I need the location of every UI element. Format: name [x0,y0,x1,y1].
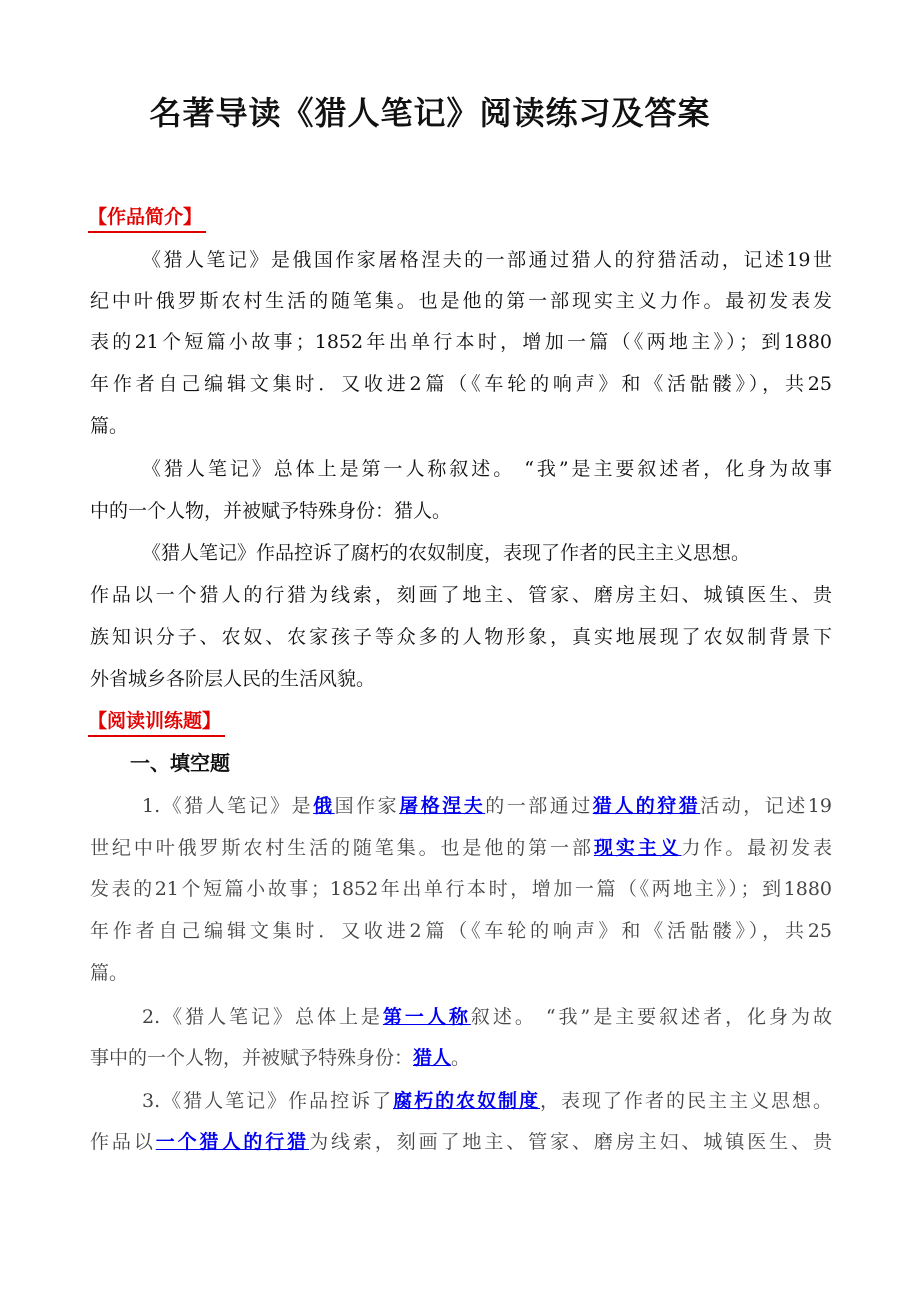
answer-blank: 猎人 [413,1047,452,1069]
text-segment: 。 [451,1047,471,1069]
text-segment: 国作家 [334,795,400,817]
text-segment: 叙述。 “我”是主要叙述者，化身为故 [470,1006,832,1028]
answer-blank: 第一人称 [382,1006,471,1028]
text-segment: 年作者自己编辑文集时．又收进2篇（《车轮的响声》和《活骷髅》），共25 [90,373,832,395]
section-heading-intro: 【作品简介】 [88,203,206,233]
answer-blank: 腐朽的农奴制度 [393,1090,541,1112]
text-segment: 《猎人笔记》作品控诉了腐朽的农奴制度，表现了作者的民主主义思想。 [142,542,751,564]
question-line [142,791,832,821]
answer-blank: 俄 [313,795,335,817]
intro-line [142,245,832,275]
intro-line [90,327,832,357]
text-segment: 世纪中叶俄罗斯农村生活的随笔集。也是他的第一部 [90,837,594,859]
fill-in-heading: 一、填空题 [130,751,230,775]
text-segment: 的一部通过 [485,795,593,817]
text-segment: 中的一个人物，并被赋予特殊身份：猎人。 [90,500,452,522]
intro-line [90,622,832,652]
intro-line [90,369,832,399]
question-line [90,916,832,946]
text-segment: 事中的一个人物，并被赋予特殊身份： [90,1047,414,1069]
text-segment: 力作。最初发表 [681,837,832,859]
intro-line [90,496,832,526]
intro-line [90,286,832,316]
text-segment: ，表现了作者的民主主义思想。 [540,1090,832,1112]
text-segment: 1.《猎人笔记》是 [142,795,314,817]
text-segment: 表的21个短篇小故事；1852年出单行本时，增加一篇（《两地主》）；到1880 [90,331,832,353]
text-segment: 年作者自己编辑文集时．又收进2篇（《车轮的响声》和《活骷髅》），共25 [90,920,832,942]
question-line [142,1086,832,1116]
answer-blank: 现实主义 [593,837,682,859]
answer-blank: 猎人的狩猎 [592,795,701,817]
intro-line [142,538,832,568]
intro-line [90,664,832,694]
text-segment: 2.《猎人笔记》总体上是 [142,1006,383,1028]
intro-line [90,580,832,610]
question-line [90,833,832,863]
text-segment: 篇。 [90,415,129,437]
answer-blank: 屠格涅夫 [399,795,486,817]
answer-blank: 一个猎人的行猎 [155,1131,310,1153]
intro-line [90,411,832,441]
intro-line [142,454,832,484]
question-line [90,1127,832,1157]
text-segment: 族知识分子、农奴、农家孩子等众多的人物形象，真实地展现了农奴制背景下 [90,626,832,648]
question-line [90,874,832,904]
text-segment: 篇。 [90,962,129,984]
text-segment: 《猎人笔记》总体上是第一人称叙述。 “我”是主要叙述者，化身为故事 [142,458,832,480]
text-segment: 3.《猎人笔记》作品控诉了 [142,1090,394,1112]
text-segment: 《猎人笔记》是俄国作家屠格涅夫的一部通过猎人的狩猎活动，记述19世 [142,249,832,271]
document-title: 名著导读《猎人笔记》阅读练习及答案 [149,94,711,132]
question-line [90,1043,832,1073]
text-segment: 为线索，刻画了地主、管家、磨房主妇、城镇医生、贵 [309,1131,832,1153]
text-segment: 活动，记述19 [700,795,832,817]
question-line [142,1002,832,1032]
text-segment: 作品以 [90,1131,156,1153]
text-segment: 发表的21个短篇小故事；1852年出单行本时，增加一篇（《两地主》）；到1880 [90,878,832,900]
question-line [90,958,832,988]
text-segment: 外省城乡各阶层人民的生活风貌。 [90,668,376,690]
text-segment: 纪中叶俄罗斯农村生活的随笔集。也是他的第一部现实主义力作。最初发表发 [90,290,832,312]
text-segment: 作品以一个猎人的行猎为线索，刻画了地主、管家、磨房主妇、城镇医生、贵 [90,584,832,606]
section-heading-exercises: 【阅读训练题】 [88,707,225,737]
